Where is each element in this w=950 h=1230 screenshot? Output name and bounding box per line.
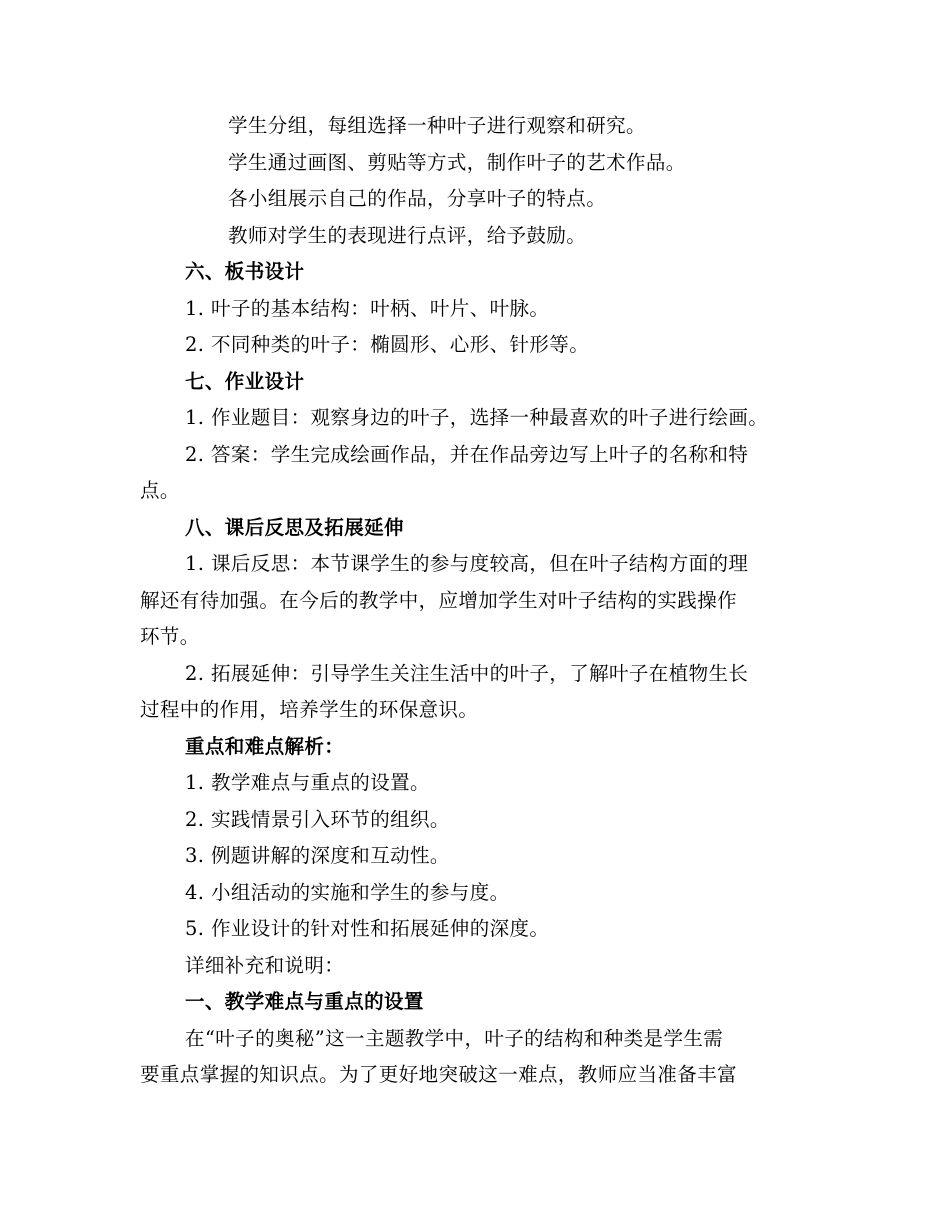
text-line: 1. 课后反思：本节课学生的参与度较高，但在叶子结构方面的理 bbox=[185, 552, 749, 575]
text-line: 1. 作业题目：观察身边的叶子，选择一种最喜欢的叶子进行绘画。 bbox=[185, 406, 769, 429]
section-heading: 八、课后反思及拓展延伸 bbox=[185, 515, 404, 539]
text-line: 教师对学生的表现进行点评，给予鼓励。 bbox=[228, 223, 587, 247]
text-line: 2. 不同种类的叶子：椭圆形、心形、针形等。 bbox=[185, 333, 590, 356]
text-line: 各小组展示自己的作品，分享叶子的特点。 bbox=[228, 187, 607, 210]
document-page bbox=[0, 108, 950, 1094]
text-line: 环节。 bbox=[140, 625, 200, 648]
text-line: 2. 答案：学生完成绘画作品，并在作品旁边写上叶子的名称和特 bbox=[185, 442, 749, 466]
text-line: 3. 例题讲解的深度和互动性。 bbox=[185, 844, 450, 867]
text-line: 1. 叶子的基本结构：叶柄、叶片、叶脉。 bbox=[185, 296, 550, 320]
section-heading: 重点和难点解析： bbox=[185, 734, 345, 758]
text-line: 学生分组，每组选择一种叶子进行观察和研究。 bbox=[228, 114, 646, 137]
section-heading: 七、作业设计 bbox=[185, 369, 305, 393]
text-line: 1. 教学难点与重点的设置。 bbox=[185, 771, 430, 794]
text-line: 点。 bbox=[140, 479, 180, 502]
text-line: 5. 作业设计的针对性和拓展延伸的深度。 bbox=[185, 917, 550, 940]
text-line: 要重点掌握的知识点。为了更好地突破这一难点，教师应当准备丰富 bbox=[140, 1063, 738, 1086]
section-heading: 一、教学难点与重点的设置 bbox=[185, 990, 424, 1013]
text-line: 解还有待加强。在今后的教学中，应增加学生对叶子结构的实践操作 bbox=[140, 588, 738, 612]
text-line: 学生通过画图、剪贴等方式，制作叶子的艺术作品。 bbox=[228, 150, 686, 174]
section-heading: 六、板书设计 bbox=[185, 260, 305, 283]
text-line: 过程中的作用，培养学生的环保意识。 bbox=[140, 698, 479, 721]
text-line: 详细补充和说明： bbox=[185, 953, 345, 977]
text-line: 在“叶子的奥秘”这一主题教学中，叶子的结构和种类是学生需 bbox=[185, 1026, 724, 1050]
text-line: 4. 小组活动的实施和学生的参与度。 bbox=[185, 880, 510, 904]
text-line: 2. 实践情景引入环节的组织。 bbox=[185, 807, 450, 831]
text-line: 2. 拓展延伸：引导学生关注生活中的叶子，了解叶子在植物生长 bbox=[185, 661, 749, 685]
